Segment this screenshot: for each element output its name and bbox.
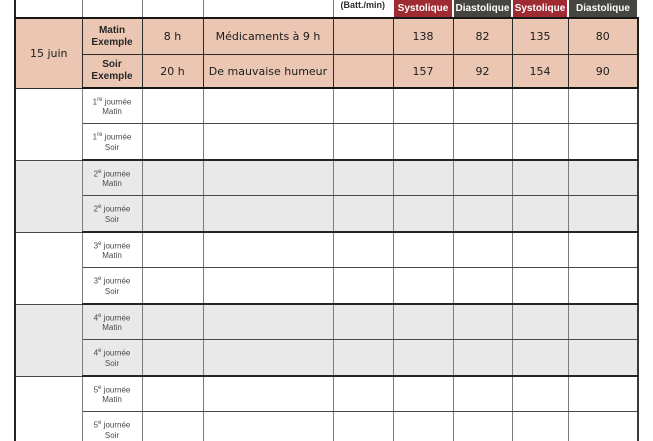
day-period-label: [82, 124, 142, 161]
journee-word: journée: [103, 420, 131, 430]
remarks-cell: [203, 88, 333, 124]
diastolic-2-cell: [568, 376, 638, 412]
example-systolic-2-cell: 135: [512, 18, 568, 55]
example-systolic-2-cell: 154: [512, 55, 568, 89]
diastolic-1-cell: [453, 268, 512, 305]
remarks-cell: [203, 412, 333, 441]
remarks-cell: [203, 304, 333, 340]
example-row-soir: [15, 55, 638, 89]
time-cell: [142, 268, 203, 305]
time-cell: [142, 376, 203, 412]
systolic-2-cell: [512, 340, 568, 377]
remarks-cell: [203, 340, 333, 377]
diastolic-1-cell: [453, 196, 512, 233]
header-day-cell: [82, 0, 142, 18]
example-period: Soir: [102, 59, 122, 70]
remarks-cell: [203, 160, 333, 196]
header-systolic-1: Systolique: [393, 0, 453, 18]
day-period-label: [82, 340, 142, 377]
time-cell: [142, 304, 203, 340]
ordinal-suffix: e: [98, 348, 102, 355]
diastolic-2-cell: [568, 412, 638, 441]
diastolic-2-cell: [568, 88, 638, 124]
diastolic-1-cell: [453, 232, 512, 268]
day5-soir-row: [15, 412, 638, 441]
journee-word: journée: [103, 348, 131, 358]
systolic-1-cell: [393, 412, 453, 441]
pulse-cell: [333, 196, 393, 233]
day-period-label: [82, 160, 142, 196]
pulse-cell: [333, 124, 393, 161]
systolic-1-cell: [393, 124, 453, 161]
header-pulse-unit: (Batt./min): [333, 0, 393, 18]
example-period-label: [82, 55, 142, 89]
period-word: Matin: [102, 251, 122, 261]
day-number: 1: [92, 132, 98, 142]
systolic-2-cell: [512, 124, 568, 161]
diastolic-1-cell: [453, 340, 512, 377]
ordinal-suffix: e: [98, 384, 102, 391]
systolic-1-cell: [393, 196, 453, 233]
time-cell: [142, 232, 203, 268]
date-cell: [15, 376, 82, 441]
day4-soir-row: [15, 340, 638, 377]
remarks-cell: [203, 196, 333, 233]
day-number: 4: [93, 313, 99, 323]
example-diastolic-2-cell: 80: [568, 18, 638, 55]
header-remarks-cell: [203, 0, 333, 18]
example-time-cell: 20 h: [142, 55, 203, 89]
time-cell: [142, 412, 203, 441]
journee-word: journée: [104, 97, 132, 107]
ordinal-suffix: e: [98, 312, 102, 319]
journee-word: journée: [103, 169, 131, 179]
header-date-cell: [15, 0, 82, 18]
ordinal-suffix: re: [97, 96, 103, 103]
diastolic-1-cell: [453, 88, 512, 124]
ordinal-suffix: e: [98, 204, 102, 211]
day-number: 2: [93, 204, 99, 214]
diastolic-2-cell: [568, 196, 638, 233]
systolic-2-cell: [512, 376, 568, 412]
day-number: 5: [93, 420, 99, 430]
period-word: Matin: [102, 395, 122, 405]
time-cell: [142, 124, 203, 161]
ordinal-suffix: e: [98, 168, 102, 175]
period-word: Soir: [104, 358, 120, 368]
systolic-2-cell: [512, 88, 568, 124]
day-number: 5: [93, 385, 99, 395]
example-word: Exemple: [91, 36, 133, 48]
header-systolic-2: Systolique: [512, 0, 568, 18]
day2-matin-row: [15, 160, 638, 196]
diastolic-1-cell: [453, 160, 512, 196]
example-period-label: [82, 18, 142, 55]
period-word: Soir: [104, 214, 120, 224]
pulse-cell: [333, 412, 393, 441]
example-remark-cell: Médicaments à 9 h: [203, 18, 333, 55]
journee-word: journée: [103, 204, 131, 214]
bp-log-table: [14, 0, 639, 441]
example-diastolic-1-cell: 82: [453, 18, 512, 55]
period-word: Matin: [102, 179, 122, 189]
systolic-1-cell: [393, 160, 453, 196]
pulse-cell: [333, 340, 393, 377]
diastolic-2-cell: [568, 124, 638, 161]
diastolic-2-cell: [568, 232, 638, 268]
systolic-1-cell: [393, 88, 453, 124]
period-word: Matin: [102, 323, 122, 333]
example-time-cell: 8 h: [142, 18, 203, 55]
header-diastolic-1: Diastolique: [453, 0, 512, 18]
day-number: 3: [93, 276, 99, 286]
day3-soir-row: [15, 268, 638, 305]
period-word: Soir: [104, 286, 120, 296]
example-systolic-1-cell: 157: [393, 55, 453, 89]
diastolic-1-cell: [453, 376, 512, 412]
systolic-2-cell: [512, 232, 568, 268]
journee-word: journée: [103, 241, 131, 251]
systolic-2-cell: [512, 412, 568, 441]
systolic-1-cell: [393, 232, 453, 268]
day-period-label: [82, 232, 142, 268]
period-word: Soir: [104, 142, 120, 152]
example-remark-cell: De mauvaise humeur: [203, 55, 333, 89]
day-period-label: [82, 268, 142, 305]
pulse-cell: [333, 304, 393, 340]
ordinal-suffix: e: [98, 240, 102, 247]
header-time-cell: [142, 0, 203, 18]
systolic-1-cell: [393, 376, 453, 412]
example-diastolic-1-cell: 92: [453, 55, 512, 89]
day-number: 4: [93, 348, 99, 358]
remarks-cell: [203, 376, 333, 412]
date-cell: [15, 88, 82, 160]
systolic-1-cell: [393, 304, 453, 340]
pulse-cell: [333, 232, 393, 268]
ordinal-suffix: e: [98, 276, 102, 283]
ordinal-suffix: re: [97, 132, 103, 139]
remarks-cell: [203, 124, 333, 161]
example-date-cell: 15 juin: [15, 18, 82, 88]
journee-word: journée: [103, 313, 131, 323]
date-cell: [15, 160, 82, 232]
day-period-label: [82, 88, 142, 124]
example-period: Matin: [98, 24, 126, 36]
day-period-label: [82, 412, 142, 441]
date-cell: [15, 304, 82, 376]
ordinal-suffix: e: [98, 420, 102, 427]
systolic-2-cell: [512, 196, 568, 233]
time-cell: [142, 340, 203, 377]
journee-word: journée: [104, 132, 132, 142]
period-word: Matin: [102, 107, 122, 117]
day1-soir-row: [15, 124, 638, 161]
systolic-2-cell: [512, 268, 568, 305]
header-diastolic-2: Diastolique: [568, 0, 638, 18]
journee-word: journée: [103, 276, 131, 286]
diastolic-2-cell: [568, 160, 638, 196]
pulse-cell: [333, 160, 393, 196]
example-pulse-cell: [333, 55, 393, 89]
example-systolic-1-cell: 138: [393, 18, 453, 55]
example-diastolic-2-cell: 90: [568, 55, 638, 89]
day2-soir-row: [15, 196, 638, 233]
example-word: Exemple: [91, 71, 133, 82]
date-cell: [15, 232, 82, 304]
day-number: 2: [93, 169, 99, 179]
diastolic-1-cell: [453, 124, 512, 161]
header-row: [15, 0, 638, 18]
day-period-label: [82, 196, 142, 233]
systolic-1-cell: [393, 268, 453, 305]
pulse-cell: [333, 268, 393, 305]
systolic-2-cell: [512, 304, 568, 340]
day4-matin-row: [15, 304, 638, 340]
diastolic-1-cell: [453, 304, 512, 340]
time-cell: [142, 160, 203, 196]
diastolic-2-cell: [568, 268, 638, 305]
day-period-label: [82, 376, 142, 412]
day-number: 1: [92, 97, 98, 107]
example-row-matin: [15, 18, 638, 55]
day5-matin-row: [15, 376, 638, 412]
day-period-label: [82, 304, 142, 340]
systolic-2-cell: [512, 160, 568, 196]
example-pulse-cell: [333, 18, 393, 55]
day-number: 3: [93, 241, 99, 251]
remarks-cell: [203, 232, 333, 268]
diastolic-1-cell: [453, 412, 512, 441]
systolic-1-cell: [393, 340, 453, 377]
diastolic-2-cell: [568, 304, 638, 340]
period-word: Soir: [104, 430, 120, 440]
day1-matin-row: [15, 88, 638, 124]
time-cell: [142, 196, 203, 233]
diastolic-2-cell: [568, 340, 638, 377]
journee-word: journée: [103, 385, 131, 395]
day3-matin-row: [15, 232, 638, 268]
pulse-cell: [333, 88, 393, 124]
remarks-cell: [203, 268, 333, 305]
time-cell: [142, 88, 203, 124]
pulse-cell: [333, 376, 393, 412]
